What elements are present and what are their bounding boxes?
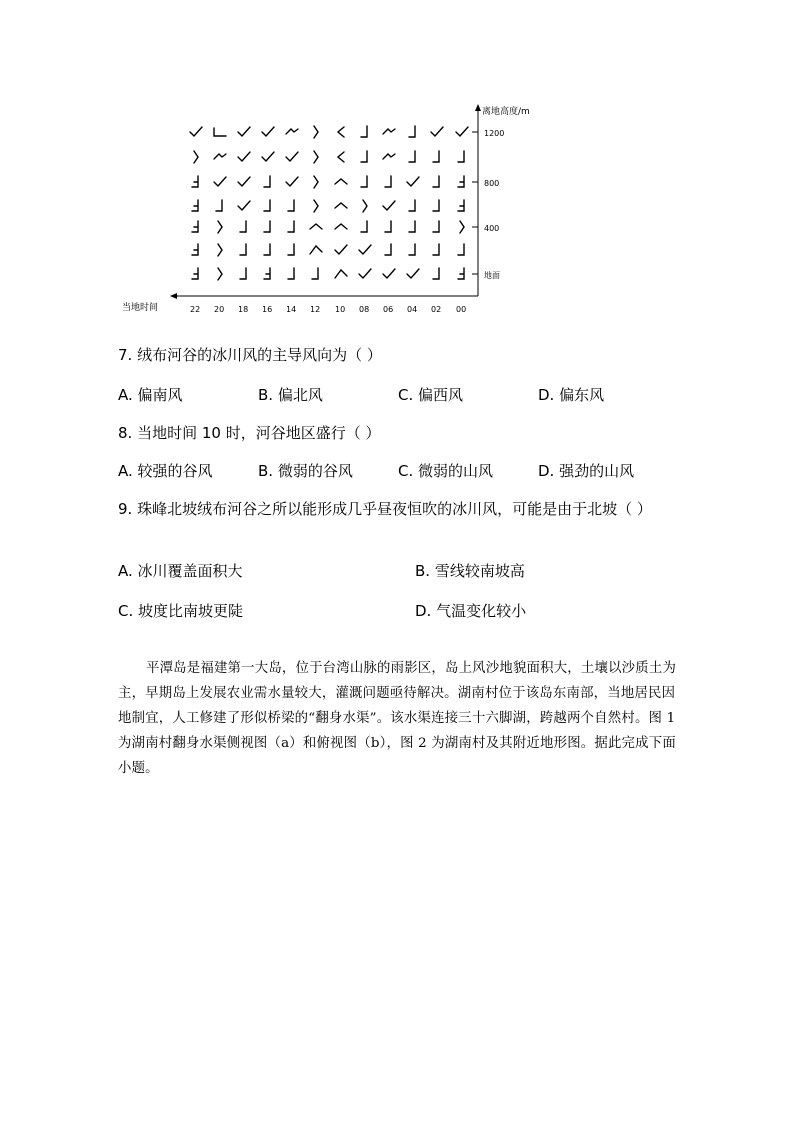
- wind-barb-r4-c11: [460, 221, 464, 233]
- wind-barb-r6-c11: [458, 268, 464, 279]
- wind-barb-r4-c6: [335, 224, 347, 229]
- wind-barb-r1-c5: [314, 151, 318, 163]
- wind-barb-r1-c2: [238, 152, 250, 161]
- wind-barb-r2-c7: [361, 176, 367, 187]
- wind-barb-r4-c1: [218, 221, 222, 233]
- y-tick-label-800: 800: [484, 179, 500, 188]
- wind-barb-r2-c11: [458, 176, 464, 187]
- wind-barb-r0-c2: [238, 127, 250, 136]
- wind-barb-r1-c7: [361, 151, 367, 162]
- wind-barb-r6-c1: [218, 268, 222, 280]
- wind-barb-r3-c11: [458, 200, 464, 211]
- wind-barb-r2-c6: [335, 179, 347, 184]
- x-tick-label-14: 14: [286, 305, 297, 314]
- wind-barb-r2-c1: [214, 177, 226, 186]
- wind-barb-r1-c4: [286, 152, 298, 161]
- x-tick-label-08: 08: [359, 305, 370, 314]
- wind-barb-r2-c2: [238, 177, 250, 186]
- question-9-option-d[interactable]: D. 气温变化较小: [415, 602, 527, 620]
- wind-barb-r3-c5: [314, 200, 318, 212]
- question-8-option-d[interactable]: D. 强劲的山风: [538, 462, 635, 480]
- question-9-option-b[interactable]: B. 雪线较南坡高: [415, 562, 525, 580]
- x-tick-label-18: 18: [238, 305, 249, 314]
- wind-barb-r2-c0: [192, 176, 198, 187]
- wind-barb-r0-c1: [214, 128, 226, 136]
- x-tick-label-12: 12: [310, 305, 321, 314]
- question-7-option-c[interactable]: C. 偏西风: [398, 386, 464, 404]
- x-axis-arrow: [170, 293, 177, 299]
- wind-barb-r0-c5: [314, 126, 318, 138]
- question-8-stem: 8. 当地时间 10 时，河谷地区盛行（ ）: [118, 424, 381, 442]
- wind-barb-r1-c1: [214, 154, 226, 159]
- wind-barb-r0-c0: [190, 127, 202, 136]
- wind-barb-r4-c7: [361, 221, 367, 232]
- wind-barb-r3-c6: [335, 203, 347, 208]
- y-axis-label: 离地高度/m: [482, 107, 530, 117]
- wind-barb-r4-c8: [385, 221, 391, 232]
- wind-barb-r6-c6: [335, 270, 347, 278]
- reading-passage: 平潭岛是福建第一大岛，位于台湾山脉的雨影区，岛上风沙地貌面积大，土壤以沙质土为主，早期岛上发展农业需水量较大，灌溉问题亟待解决。湖南村位于该岛东南部，当地居民因地制宜，人工修建了形似桥梁的“翻身水渠”。该水渠连接三十六脚湖，跨越两个自然村。图 1 为湖南村翻身水渠侧视图（a）和俯视图（b），图 2 为湖南村及其附近地形图。据此完成下面小题。: [118, 661, 677, 776]
- wind-barb-r1-c0: [194, 151, 198, 163]
- wind-barb-r6-c2: [240, 268, 246, 279]
- question-7-option-d[interactable]: D. 偏东风: [538, 386, 605, 404]
- wind-barb-r0-c6: [338, 127, 344, 137]
- wind-barb-r6-c5: [312, 268, 318, 279]
- wind-barb-r4-c10: [433, 221, 439, 232]
- wind-barb-r2-c5: [314, 176, 318, 188]
- wind-barb-r4-c9: [409, 221, 415, 232]
- wind-barb-r2-c10: [433, 176, 439, 187]
- x-tick-label-20: 20: [214, 305, 225, 314]
- wind-barb-r3-c3: [264, 200, 270, 211]
- wind-barb-r3-c8: [383, 201, 395, 210]
- wind-barb-r0-c8: [383, 129, 395, 134]
- wind-barb-r5-c7: [359, 245, 371, 254]
- wind-barb-r0-c7: [361, 126, 367, 137]
- wind-barb-r5-c4: [288, 244, 294, 255]
- wind-barb-r5-c11: [458, 244, 464, 255]
- x-axis-label: 当地时间: [122, 303, 159, 313]
- wind-barb-r4-c3: [264, 221, 270, 232]
- question-7-option-b[interactable]: B. 偏北风: [258, 386, 323, 404]
- wind-barb-r3-c7: [363, 200, 367, 212]
- wind-barb-r5-c8: [385, 244, 391, 255]
- x-tick-labels: [190, 305, 466, 314]
- x-tick-label-10: 10: [335, 305, 346, 314]
- wind-barb-r2-c3: [264, 176, 270, 187]
- wind-barb-r6-c9: [407, 269, 419, 278]
- question-7-option-a[interactable]: A. 偏南风: [118, 386, 183, 404]
- wind-barb-r6-c0: [192, 268, 198, 279]
- question-9-option-c[interactable]: C. 坡度比南坡更陡: [118, 602, 244, 620]
- question-8-option-a[interactable]: A. 较强的谷风: [118, 462, 213, 480]
- y-axis-arrow: [475, 104, 481, 111]
- question-7-stem: 7. 绒布河谷的冰川风的主导风向为（ ）: [118, 346, 382, 364]
- wind-barb-r3-c1: [216, 200, 222, 211]
- wind-barb-r1-c9: [409, 151, 415, 162]
- wind-barb-r2-c8: [385, 176, 391, 187]
- x-tick-label-04: 04: [407, 305, 418, 314]
- question-9-option-a[interactable]: A. 冰川覆盖面积大: [118, 562, 243, 580]
- wind-barb-r5-c3: [264, 244, 270, 255]
- wind-barb-r1-c3: [262, 152, 274, 161]
- wind-barb-r3-c10: [433, 200, 439, 211]
- wind-barb-figure: [110, 100, 560, 315]
- wind-barb-r6-c10: [433, 268, 439, 279]
- wind-barb-r3-c0: [192, 200, 198, 211]
- x-tick-label-06: 06: [383, 305, 394, 314]
- wind-barb-r6-c7: [359, 269, 371, 278]
- wind-barb-r1-c6: [338, 152, 344, 162]
- wind-barb-r5-c2: [240, 244, 246, 255]
- wind-barb-r5-c6: [335, 245, 347, 254]
- wind-barb-r1-c8: [383, 154, 395, 159]
- y-tick-label-400: 400: [484, 224, 500, 233]
- wind-barb-r3-c2: [238, 201, 250, 210]
- x-tick-label-02: 02: [431, 305, 442, 314]
- question-8-option-b[interactable]: B. 微弱的谷风: [258, 462, 353, 480]
- wind-barb-r2-c9: [407, 177, 419, 186]
- wind-barb-r3-c9: [409, 200, 415, 211]
- wind-barb-r6-c4: [288, 268, 294, 279]
- wind-barb-r0-c4: [286, 129, 298, 134]
- question-8-option-c[interactable]: C. 微弱的山风: [398, 462, 494, 480]
- wind-barb-r0-c11: [456, 127, 468, 136]
- wind-barb-r4-c0: [192, 221, 198, 232]
- wind-barb-r2-c4: [286, 177, 298, 186]
- wind-barb-r4-c5: [310, 224, 322, 229]
- wind-barb-r0-c9: [409, 126, 415, 137]
- wind-barb-r5-c0: [192, 244, 198, 255]
- wind-barb-r4-c4: [288, 221, 294, 232]
- wind-barb-r1-c10: [433, 151, 439, 162]
- wind-barb-r5-c5: [310, 246, 322, 254]
- wind-barb-r5-c10: [433, 244, 439, 255]
- wind-barb-r6-c3: [264, 268, 270, 279]
- y-tick-label-ground: 地面: [484, 271, 500, 280]
- wind-barb-r4-c2: [240, 221, 246, 232]
- y-tick-label-1200: 1200: [484, 129, 505, 138]
- x-tick-label-16: 16: [262, 305, 273, 314]
- wind-barb-chart: [110, 100, 560, 315]
- x-tick-label-22: 22: [190, 305, 201, 314]
- wind-barb-r0-c10: [431, 127, 443, 136]
- wind-barb-r3-c4: [288, 200, 294, 211]
- wind-barb-r6-c8: [383, 269, 395, 278]
- wind-barb-r5-c1: [218, 244, 222, 256]
- wind-barb-r0-c3: [262, 127, 274, 136]
- wind-barb-r1-c11: [458, 151, 464, 162]
- wind-barb-r5-c9: [409, 244, 415, 255]
- wind-barbs: [190, 126, 468, 280]
- question-9-stem: 9. 珠峰北坡绒布河谷之所以能形成几乎昼夜恒吹的冰川风，可能是由于北坡（ ）: [118, 500, 652, 518]
- x-tick-label-00: 00: [456, 305, 467, 314]
